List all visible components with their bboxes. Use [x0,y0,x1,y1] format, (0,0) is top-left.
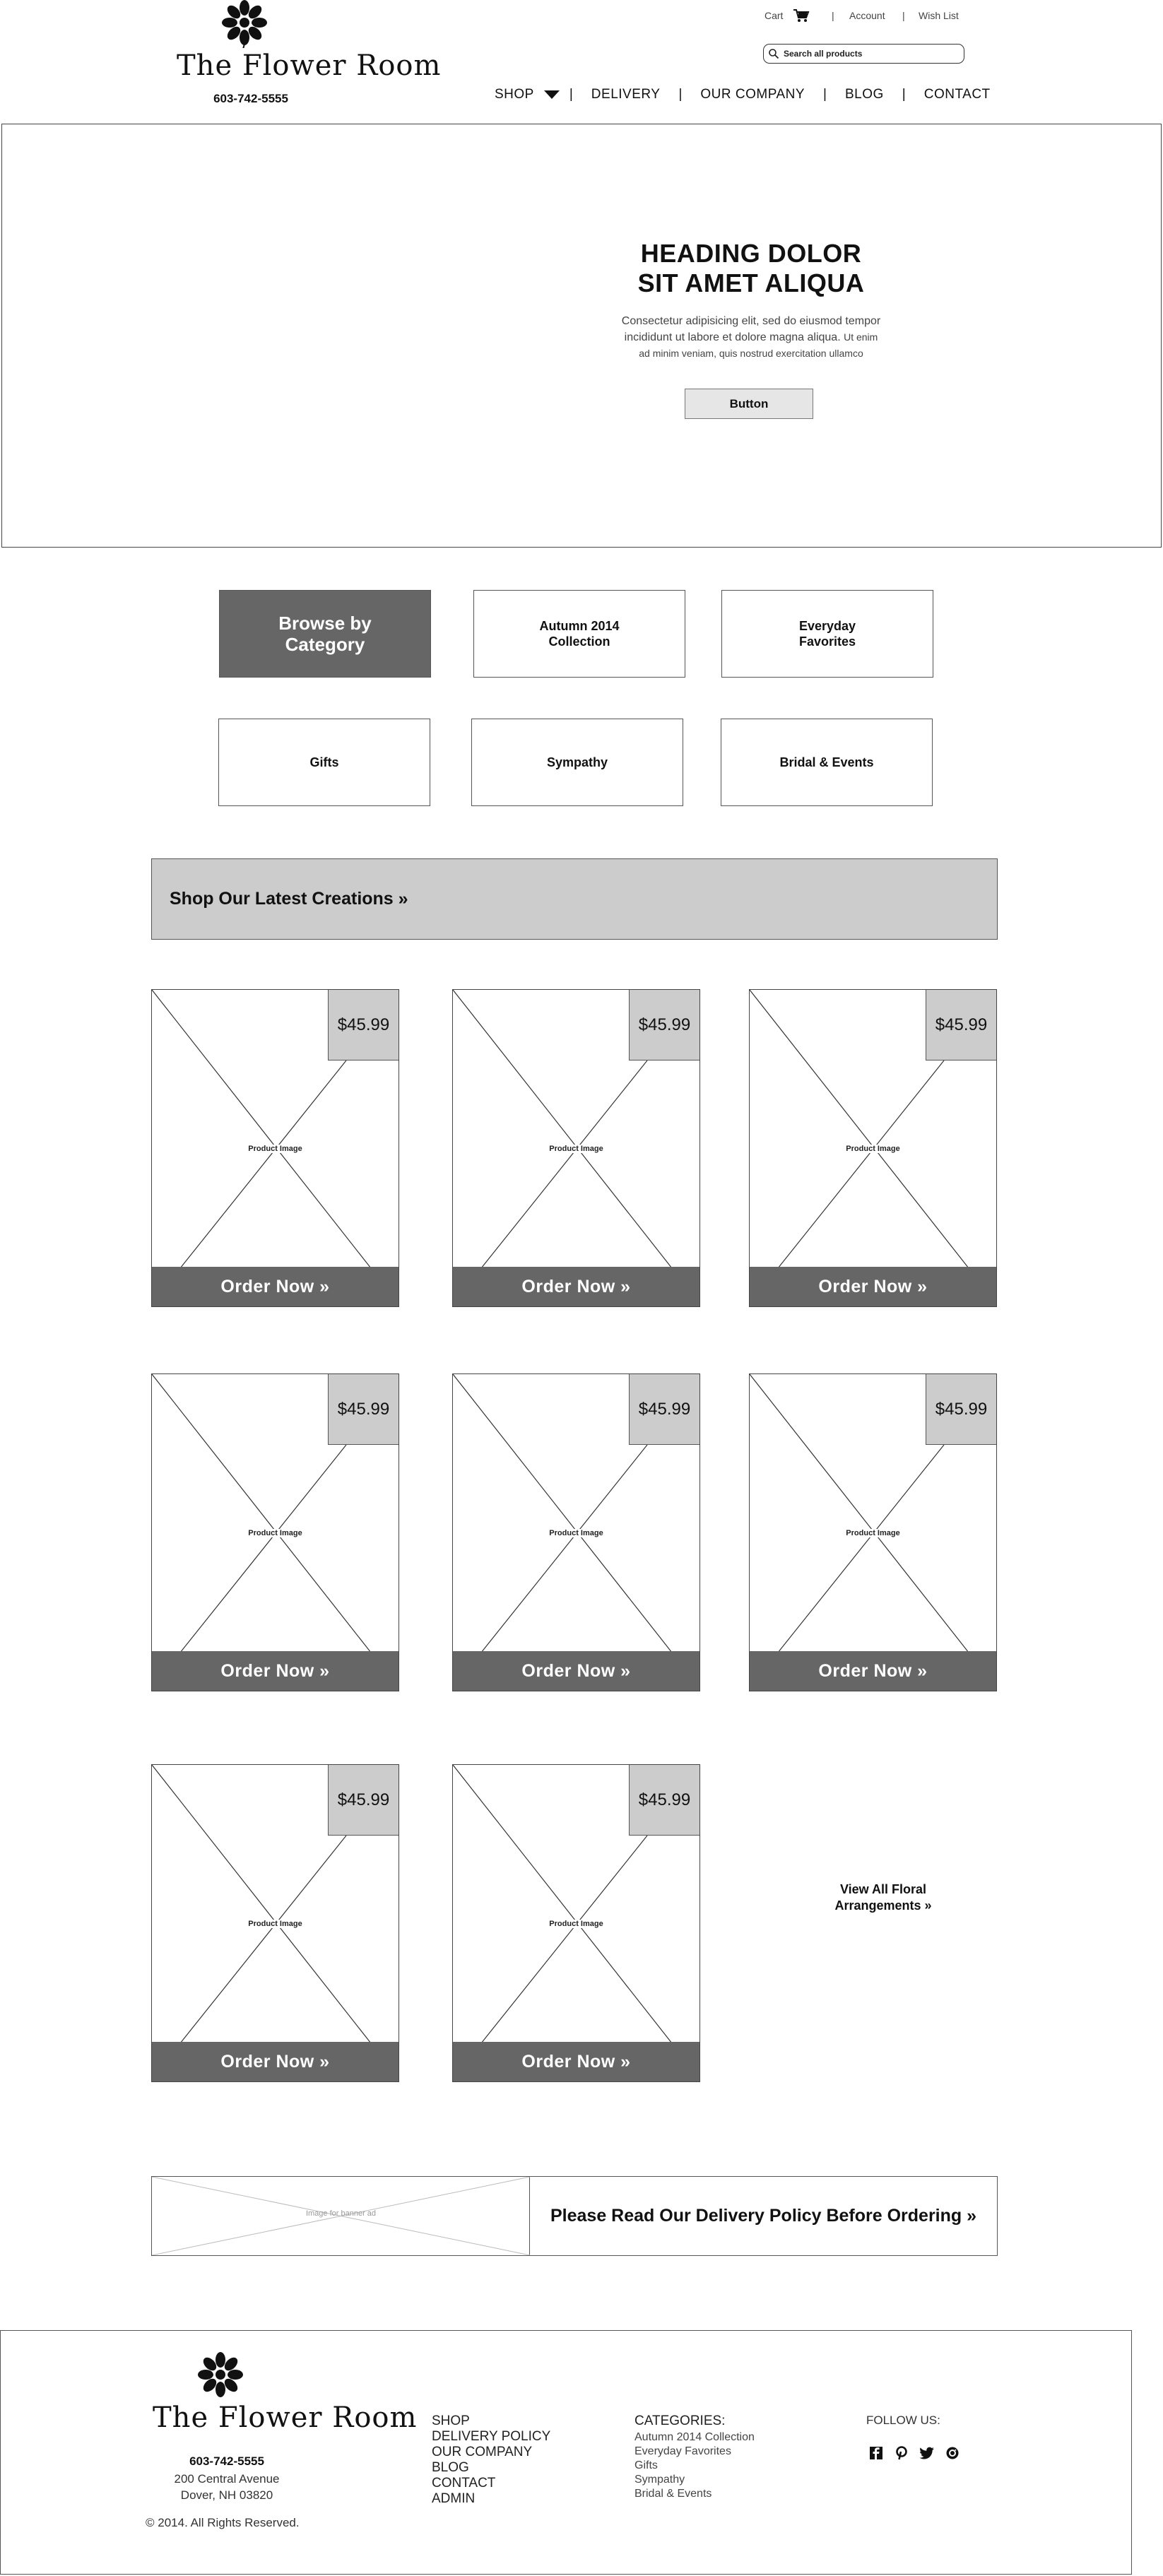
cart-link[interactable]: Cart [764,10,784,21]
address-line: 200 Central Avenue [174,2472,280,2486]
footer-logo[interactable] [149,2352,418,2437]
product-card[interactable] [452,989,700,1307]
hero-body-text: incididunt ut labore et dolore magna aliqua. [624,331,841,343]
product-image-label: Product Image [244,1920,307,1928]
product-image-label: Product Image [842,1145,905,1153]
category-tile-bridal[interactable]: Bridal & Events [721,719,933,806]
hero-button[interactable]: Button [685,389,813,419]
order-now-button[interactable]: Order Now » [453,1267,699,1306]
delivery-policy-link[interactable]: Please Read Our Delivery Policy Before Ordering » [550,2206,977,2226]
social-links [868,2445,960,2461]
address-line: Dover, NH 03820 [180,2488,273,2502]
instagram-icon[interactable] [945,2445,960,2461]
utility-nav [764,8,976,24]
order-now-button[interactable]: Order Now » [453,1651,699,1691]
product-image-label: Product Image [545,1529,608,1537]
cart-icon[interactable] [793,8,810,23]
footer-category-autumn[interactable]: Autumn 2014 Collection [634,2431,755,2443]
search-box[interactable] [763,44,964,64]
footer-category-everyday[interactable]: Everyday Favorites [634,2445,731,2457]
nav-separator: | [823,87,827,102]
category-tile-autumn[interactable]: Autumn 2014 Collection [473,590,685,678]
product-image-label: Product Image [244,1145,307,1153]
latest-creations-banner[interactable]: Shop Our Latest Creations » [151,858,998,940]
product-image-label: Product Image [545,1145,608,1153]
site-footer [0,2330,1132,2575]
product-card[interactable] [151,1373,399,1691]
hero-body-line: ad minim veniam, quis nostrud exercitation ullamco [639,348,863,359]
product-image-label: Product Image [842,1529,905,1537]
nav-our-company[interactable]: OUR COMPANY [700,87,805,102]
product-card[interactable] [151,1764,399,2082]
footer-nav-shop[interactable]: SHOP [432,2413,470,2428]
pinterest-icon[interactable] [894,2445,909,2461]
nav-blog[interactable]: BLOG [844,87,884,102]
product-price: $45.99 [328,1374,399,1445]
product-price: $45.99 [926,1374,996,1445]
utility-separator: | [902,10,905,21]
product-card[interactable] [749,1373,997,1691]
banner-ad-label: Image for banner ad [305,2209,377,2218]
footer-categories-heading: CATEGORIES: [634,2413,726,2428]
nav-shop[interactable]: SHOP [495,87,534,102]
copyright: © 2014. All Rights Reserved. [146,2516,300,2529]
footer-categories [634,2413,755,2501]
site-header [0,0,1163,120]
footer-nav-delivery-policy[interactable]: DELIVERY POLICY [432,2429,551,2444]
category-tile-gifts[interactable]: Gifts [218,719,430,806]
product-card[interactable] [151,989,399,1307]
follow-us-heading: FOLLOW US: [866,2413,940,2427]
order-now-button[interactable]: Order Now » [152,1267,399,1306]
facebook-icon[interactable] [868,2445,884,2461]
hero-title: HEADING DOLOR SIT AMET ALIQUA [637,239,865,297]
product-price: $45.99 [328,990,399,1060]
footer-phone: 603-742-5555 [189,2454,264,2468]
footer-category-list [634,2430,755,2501]
category-tile-everyday[interactable]: Everyday Favorites [721,590,933,678]
nav-separator: | [678,87,683,102]
footer-nav-contact[interactable]: CONTACT [432,2476,496,2491]
product-price: $45.99 [328,1765,399,1836]
nav-delivery[interactable]: DELIVERY [591,87,661,102]
search-input[interactable] [784,49,953,59]
utility-separator: | [832,10,834,21]
footer-nav [432,2413,550,2507]
product-image-label: Product Image [545,1920,608,1928]
browse-by-category-tile[interactable]: Browse by Category [219,590,431,678]
nav-contact[interactable]: CONTACT [923,87,991,102]
product-card[interactable] [452,1373,700,1691]
footer-address [142,2471,312,2503]
category-tile-sympathy[interactable]: Sympathy [471,719,683,806]
view-all-link[interactable]: View All Floral Arrangements » [834,1882,932,1913]
flower-logo-icon [220,0,269,48]
hero-body-line [539,329,963,345]
order-now-button[interactable]: Order Now » [750,1267,996,1306]
nav-separator: | [569,87,573,102]
wishlist-link[interactable]: Wish List [919,10,959,21]
main-nav [495,86,991,103]
footer-logo-text: The Flower Room [153,2401,418,2434]
product-image-label: Product Image [244,1529,307,1537]
footer-nav-admin[interactable]: ADMIN [432,2491,476,2506]
twitter-icon[interactable] [919,2445,935,2461]
search-icon[interactable] [768,48,779,59]
hero-body-text: Ut enim [844,331,878,343]
chevron-down-icon[interactable] [544,90,560,100]
order-now-button[interactable]: Order Now » [152,1651,399,1691]
hero-body-line: Consectetur adipisicing elit, sed do eiusmod tempor [621,315,881,327]
product-price: $45.99 [926,990,996,1060]
order-now-button[interactable]: Order Now » [152,2042,399,2081]
hero-banner [1,124,1162,548]
product-price: $45.99 [629,1374,699,1445]
footer-category-sympathy[interactable]: Sympathy [634,2474,685,2486]
footer-nav-our-company[interactable]: OUR COMPANY [432,2445,533,2459]
flower-logo-icon [196,2352,245,2400]
logo-text: The Flower Room [177,49,442,82]
delivery-policy-banner[interactable] [151,2176,998,2256]
logo[interactable] [173,0,442,85]
product-card[interactable] [749,989,997,1307]
hero-body [539,314,963,361]
order-now-button[interactable]: Order Now » [453,2042,699,2081]
product-price: $45.99 [629,990,699,1060]
footer-category-bridal[interactable]: Bridal & Events [634,2488,712,2500]
product-price: $45.99 [629,1765,699,1836]
account-link[interactable]: Account [849,10,885,21]
footer-nav-blog[interactable]: BLOG [432,2460,469,2475]
order-now-button[interactable]: Order Now » [750,1651,996,1691]
footer-category-gifts[interactable]: Gifts [634,2459,658,2471]
header-phone: 603-742-5555 [213,92,288,105]
nav-separator: | [902,87,906,102]
product-card[interactable] [452,1764,700,2082]
